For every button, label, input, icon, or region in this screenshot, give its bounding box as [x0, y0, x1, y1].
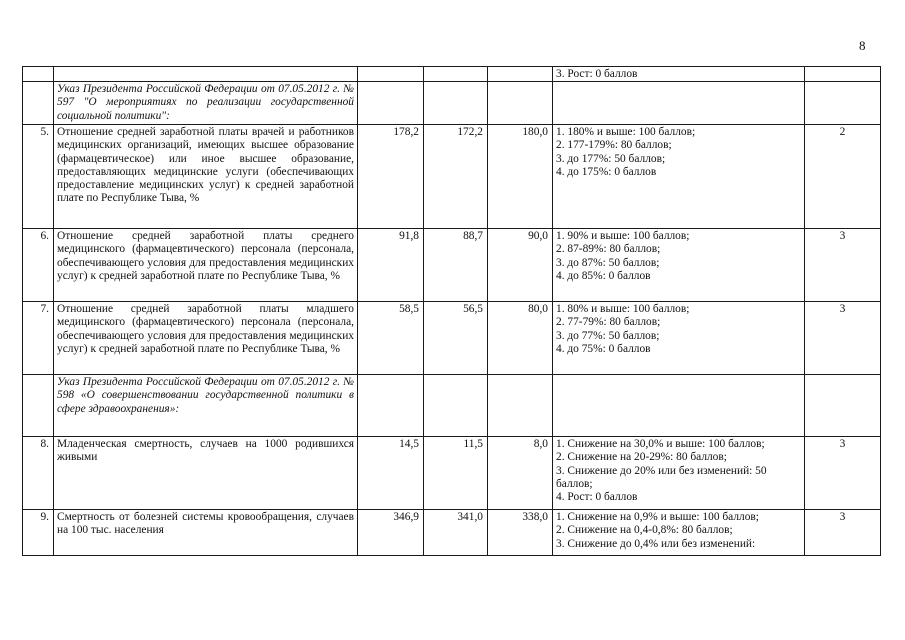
criteria: [553, 302, 805, 375]
value-2: 56,5: [424, 302, 488, 375]
criteria-line: 3. до 87%: 50 баллов;: [556, 256, 660, 269]
value-2: 172,2: [424, 125, 488, 229]
row-number: [23, 67, 54, 82]
criteria-line: 2. 177-179%: 80 баллов;: [556, 139, 672, 152]
value-3: 90,0: [488, 229, 553, 302]
value-3: 180,0: [488, 125, 553, 229]
criteria-line: 4. до 75%: 0 баллов: [556, 342, 651, 355]
value-2: [424, 67, 488, 82]
criteria: [553, 437, 805, 510]
criteria: [553, 510, 805, 556]
table-row: [23, 437, 881, 510]
criteria: [553, 229, 805, 302]
row-number: 6.: [23, 229, 54, 302]
table-row: [23, 229, 881, 302]
criteria-line: 2. 77-79%: 80 баллов;: [556, 316, 661, 329]
criteria-line: 1. Снижение на 30,0% и выше: 100 баллов;: [556, 438, 765, 451]
row-number: [23, 375, 54, 437]
weight: [805, 67, 881, 82]
section-row: [23, 375, 881, 437]
indicator-name: [54, 67, 358, 82]
criteria-line: 2. Снижение на 0,4-0,8%: 80 баллов;: [556, 524, 733, 537]
criteria: [553, 125, 805, 229]
criteria-line: 4. до 175%: 0 баллов: [556, 165, 657, 178]
indicator-name: Смертность от болезней системы кровообращения, случаев на 100 тыс. населения: [54, 510, 358, 556]
criteria-line: 4. Рост: 0 баллов: [556, 491, 638, 504]
criteria-line: 1. Снижение на 0,9% и выше: 100 баллов;: [556, 511, 759, 524]
value-1: 178,2: [358, 125, 424, 229]
section-title: Указ Президента Российской Федерации от 07.05.2012 г. № 598 «О совершенствовании государственной политики в сфере здравоохранения»:: [54, 375, 358, 437]
section-title: Указ Президента Российской Федерации от 07.05.2012 г. № 597 "О мероприятиях по реализации государственной социальной политики":: [54, 82, 358, 125]
weight: [805, 82, 881, 125]
weight: 2: [805, 125, 881, 229]
criteria-line: 2. Снижение на 20-29%: 80 баллов;: [556, 451, 727, 464]
value-2: [424, 82, 488, 125]
criteria-line: 1. 90% и выше: 100 баллов;: [556, 230, 690, 243]
criteria-line: 1. 180% и выше: 100 баллов;: [556, 126, 696, 139]
indicator-name: Отношение средней заработной платы врачей и работников медицинских организаций, имеющих высшее образование (фармацевтическое) или иное высшее образование, предоставляющих медицинские услуги (обеспечивающих предоставление медицинских услуг) к средней заработной плате по Республике Тыва, %: [54, 125, 358, 229]
section-row: [23, 82, 881, 125]
value-1: 346,9: [358, 510, 424, 556]
row-number: 5.: [23, 125, 54, 229]
page-number: 8: [859, 38, 866, 53]
criteria-line: 4. до 85%: 0 баллов: [556, 269, 651, 282]
value-3: [488, 82, 553, 125]
criteria-line: 1. 80% и выше: 100 баллов;: [556, 303, 690, 316]
table-row: [23, 67, 881, 82]
row-number: 8.: [23, 437, 54, 510]
criteria-line: 3. до 177%: 50 баллов;: [556, 152, 666, 165]
weight: 3: [805, 229, 881, 302]
table-row: [23, 125, 881, 229]
table-row: [23, 510, 881, 556]
value-2: 11,5: [424, 437, 488, 510]
table-row: [23, 302, 881, 375]
indicator-name: Младенческая смертность, случаев на 1000 родившихся живыми: [54, 437, 358, 510]
row-number: 9.: [23, 510, 54, 556]
criteria-line: 3. Рост: 0 баллов: [556, 68, 638, 80]
value-2: 88,7: [424, 229, 488, 302]
value-1: 58,5: [358, 302, 424, 375]
value-3: [488, 67, 553, 82]
indicator-name: Отношение средней заработной платы младшего медицинского (фармацевтического) персонала (персонала, обеспечивающего условия для предоставления медицинских услуг) к средней заработной плате по Республике Тыва, %: [54, 302, 358, 375]
value-3: 338,0: [488, 510, 553, 556]
criteria-line: 3. Снижение до 0,4% или без изменений:: [556, 537, 756, 550]
value-3: 8,0: [488, 437, 553, 510]
criteria-line: 3. до 77%: 50 баллов;: [556, 329, 660, 342]
criteria: [553, 375, 805, 437]
weight: 3: [805, 510, 881, 556]
value-3: [488, 375, 553, 437]
criteria: [553, 82, 805, 125]
value-1: 91,8: [358, 229, 424, 302]
value-2: [424, 375, 488, 437]
criteria-line: 2. 87-89%: 80 баллов;: [556, 243, 661, 256]
value-3: 80,0: [488, 302, 553, 375]
value-1: [358, 67, 424, 82]
value-1: 14,5: [358, 437, 424, 510]
weight: 3: [805, 302, 881, 375]
indicators-table: [22, 66, 881, 556]
weight: [805, 375, 881, 437]
row-number: [23, 82, 54, 125]
criteria-line: 3. Снижение до 20% или без изменений: 50 баллов;: [556, 464, 767, 490]
criteria: [553, 67, 805, 82]
value-1: [358, 82, 424, 125]
value-2: 341,0: [424, 510, 488, 556]
row-number: 7.: [23, 302, 54, 375]
weight: 3: [805, 437, 881, 510]
value-1: [358, 375, 424, 437]
indicator-name: Отношение средней заработной платы среднего медицинского (фармацевтического) персонала (персонала, обеспечивающего условия для предоставления медицинских услуг) к средней заработной плате по Республике Тыва, %: [54, 229, 358, 302]
